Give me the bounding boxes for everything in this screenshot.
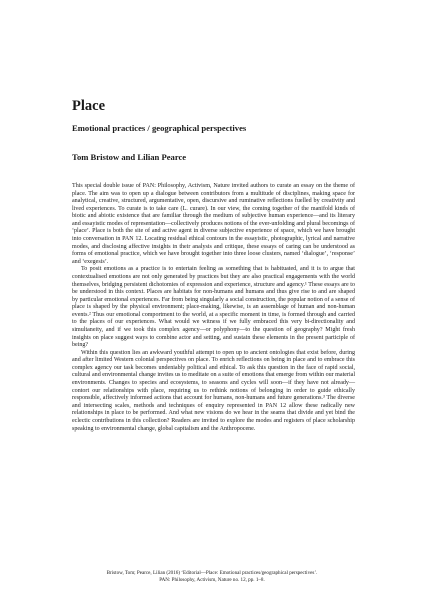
body-paragraph-1: This special double issue of PAN: Philosophy, Activism, Nature invited authors to curate an essay on the theme of place. The aim was to open up a dialogue between contributors from a multitude of disciplines, making space for analytical, creative, structured, argumentative, open, discursive and ruminative reflections fuelled by creativity and lived experiences. To curate is to take care (L. curare). In our view, the coming together of the manifold kinds of biotic and abiotic existence that are familiar through the medium of subjective human experience—and its literary and essayistic modes of representation—collectively produces notions of the ever-unfolding and plural becomings of ‘place’. Place is both the site of and active agent in diverse subjective experience of space, which we have brought into conversation in PAN 12. Locating residual ethical contours in the essayistic, photographic, lyrical and narrative modes, and disclosing affective insights in their analysis and critique, these essays of caring can be understood as forms of emotional practice, which we have brought together into three loose clusters, named ‘dialogue’, ‘response’ and ‘exegesis’.	[72, 183, 355, 265]
article-authors: Tom Bristow and Lilian Pearce	[72, 152, 187, 162]
citation-footer	[60, 570, 364, 583]
article-body	[72, 183, 355, 433]
body-paragraph-3: Within this question lies an awkward youthful attempt to open up to ancient ontologies that exist before, during and after limited Western colonial perspectives on place. To enrich reflections on being in place and to embrace this complex agency our task becomes undeniably political and ethical. To ask this question in the face of rapid social, cultural and environmental change invites us to meditate on a suite of emotions that emerge from within our material environments. Changes to species and ecosystems, to seasons and cycles will soon—if they have not already—contort our relationships with place, requiring us to rethink notions of belonging in order to guide ethically responsible, affectively informed actions that account for humans, non-humans and future generations.³ The diverse and intersecting scales, methods and techniques of enquiry represented in PAN 12 allow these radically new relationships in place to be performed. And what new visions do we hear in the seams that divide and yet bind the eclectic contributions in this collection? Readers are invited to explore the modes and registers of place scholarship speaking to environmental change, global capitalism and the Anthropocene.	[72, 349, 355, 432]
body-paragraph-2: To posit emotions as a practice is to entertain feeling as something that is habituated, and it is to argue that contextualised emotions are not only generated by practices but they are also practical engagements with the world themselves, bridging persistent dichotomies of expression and experience, structure and agency.¹ These essays are to be understood in this context. Places are habitats for non-humans and humans and thus give rise to and are shaped by particular emotional experiences. Far from being singularly a social construction, the popular notion of a sense of place is shaped by the physical environment; place-making, likewise, is an assemblage of human and non-human events.² Thus our emotional comportment to the world, at a specific moment in time, is formed through and carried to the places of our experiences. What would we witness if we fully embraced this very bi-directionality and simultaneity, and if we took this complex agency—or polyphony—to the question of geography? Might fresh insights on place suggest ways to combine actor and setting, and sustain these elements in the present participle of being?	[72, 266, 355, 349]
citation-line-2: PAN: Philosophy, Activism, Nature no. 12, pp. 1–8.	[159, 576, 265, 583]
article-title: Place	[72, 98, 106, 114]
article-subtitle: Emotional practices / geographical perspectives	[72, 123, 247, 133]
citation-line-1: Bristow, Tom; Pearce, Lilian (2016) ‘Editorial—Place: Emotional practices/geographical perspectives’.	[106, 570, 318, 576]
